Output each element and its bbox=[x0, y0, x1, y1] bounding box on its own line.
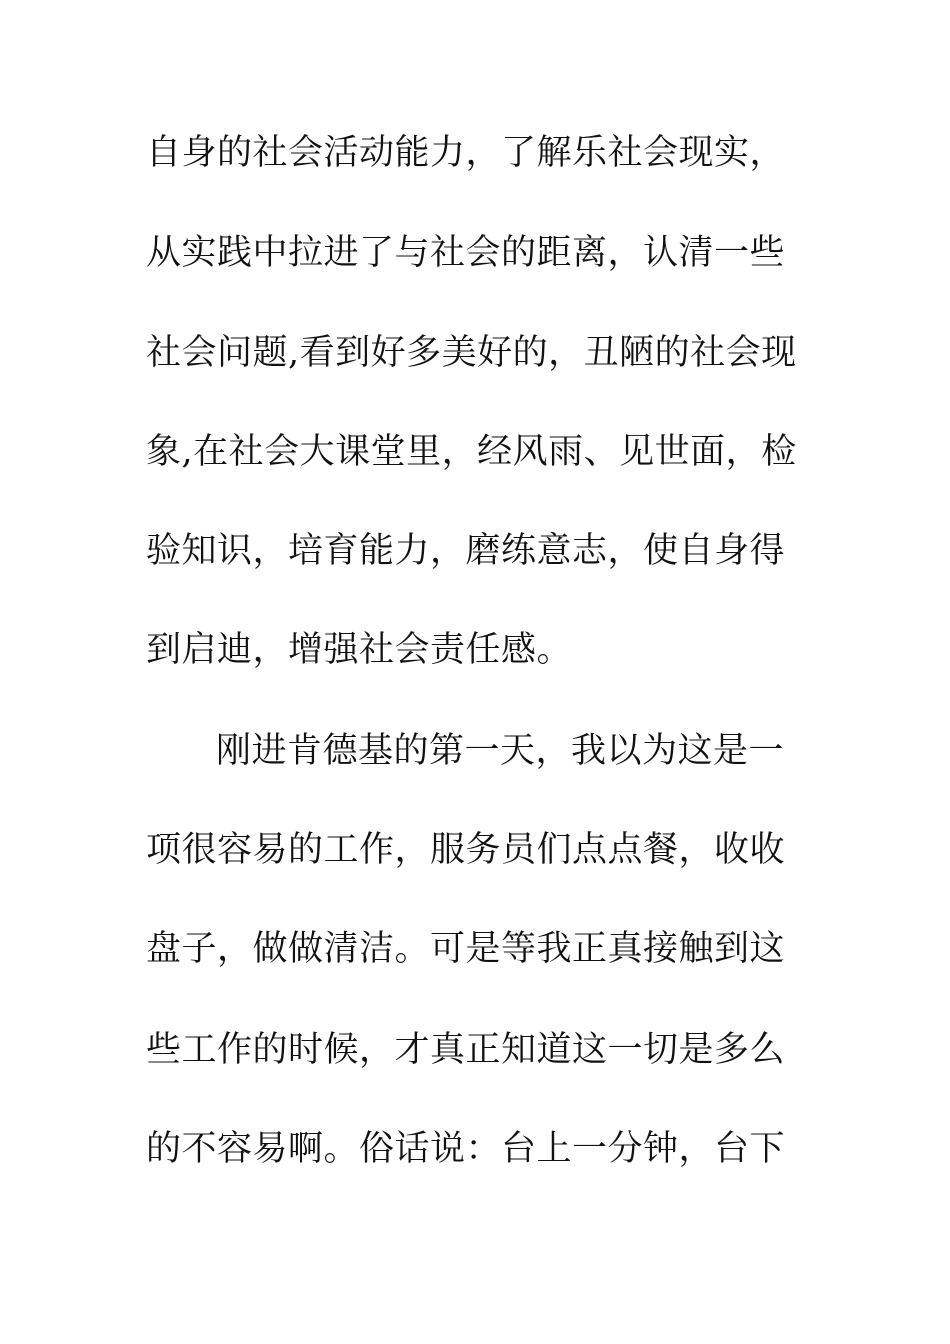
paragraph-line: 些工作的时候，才真正知道这一切是多么 bbox=[146, 1030, 786, 1070]
paragraph-first-line: 刚进肯德基的第一天，我以为这是一 bbox=[216, 731, 785, 771]
paragraph-line: 项很容易的工作，服务员们点点餐，收收 bbox=[146, 830, 786, 870]
paragraph-line: 自身的社会活动能力，了解乐社会现实， bbox=[146, 133, 786, 173]
paragraph-line: 验知识，培育能力，磨练意志，使自身得 bbox=[146, 531, 786, 571]
paragraph-line: 到启迪，增强社会责任感。 bbox=[146, 630, 573, 670]
paragraph-line: 盘子，做做清洁。可是等我正真接触到这 bbox=[146, 929, 786, 969]
paragraph-line: 从实践中拉进了与社会的距离，认清一些 bbox=[146, 233, 786, 273]
paragraph-line: 的不容易啊。俗话说：台上一分钟，台下 bbox=[146, 1129, 786, 1169]
paragraph-line: 象,在社会大课堂里，经风雨、见世面，检 bbox=[146, 432, 797, 472]
paragraph-line: 社会问题,看到好多美好的，丑陋的社会现 bbox=[146, 333, 797, 373]
